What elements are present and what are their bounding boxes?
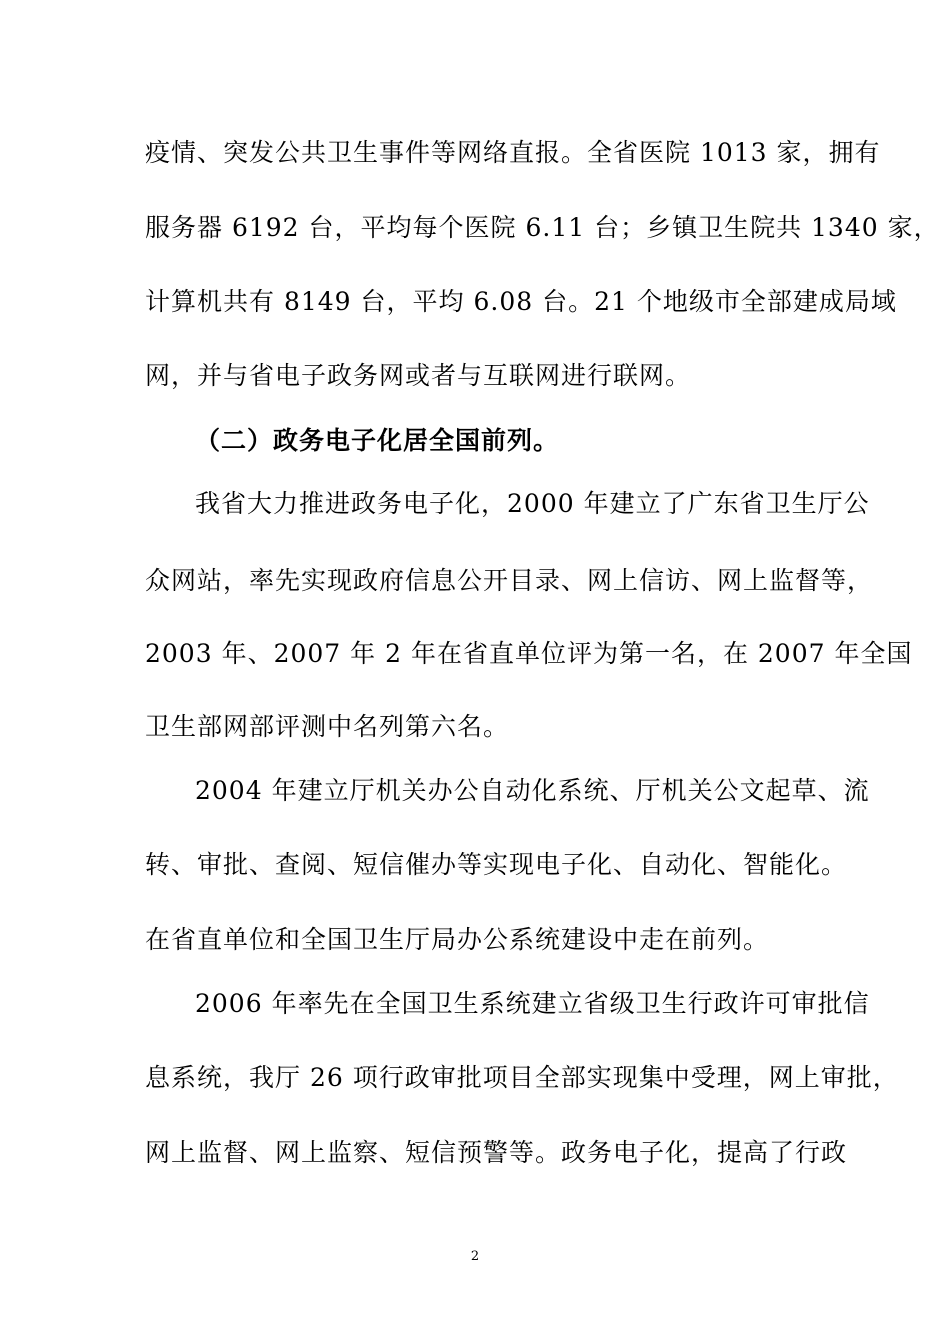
body-text-line: 2003 年、2007 年 2 年在省直单位评为第一名，在 2007 年全国	[145, 639, 913, 668]
body-text-line: 转、审批、查阅、短信催办等实现电子化、自动化、智能化。	[145, 850, 848, 879]
section-heading: （二）政务电子化居全国前列。	[195, 426, 560, 455]
body-text-line: 2004 年建立厅机关办公自动化系统、厅机关公文起草、流	[195, 776, 870, 805]
body-text-line: 计算机共有 8149 台，平均 6.08 台。21 个地级市全部建成局域	[145, 287, 897, 316]
body-text-line: 网，并与省电子政务网或者与互联网进行联网。	[145, 361, 692, 390]
body-text-line: 我省大力推进政务电子化，2000 年建立了广东省卫生厅公	[195, 489, 870, 518]
body-text-line: 疫情、突发公共卫生事件等网络直报。全省医院 1013 家，拥有	[145, 138, 881, 167]
body-text-line: 服务器 6192 台，平均每个医院 6.11 台；乡镇卫生院共 1340 家，	[145, 213, 940, 242]
body-text-line: 网上监督、网上监察、短信预警等。政务电子化，提高了行政	[145, 1138, 848, 1167]
body-text-line: 众网站，率先实现政府信息公开目录、网上信访、网上监督等，	[145, 566, 874, 595]
body-text-line: 卫生部网部评测中名列第六名。	[145, 712, 510, 741]
body-text-line: 息系统，我厅 26 项行政审批项目全部实现集中受理，网上审批，	[145, 1063, 899, 1092]
body-text-line: 2006 年率先在全国卫生系统建立省级卫生行政许可审批信	[195, 989, 870, 1018]
body-text-line: 在省直单位和全国卫生厅局办公系统建设中走在前列。	[145, 925, 770, 954]
page-number: 2	[470, 1249, 480, 1264]
